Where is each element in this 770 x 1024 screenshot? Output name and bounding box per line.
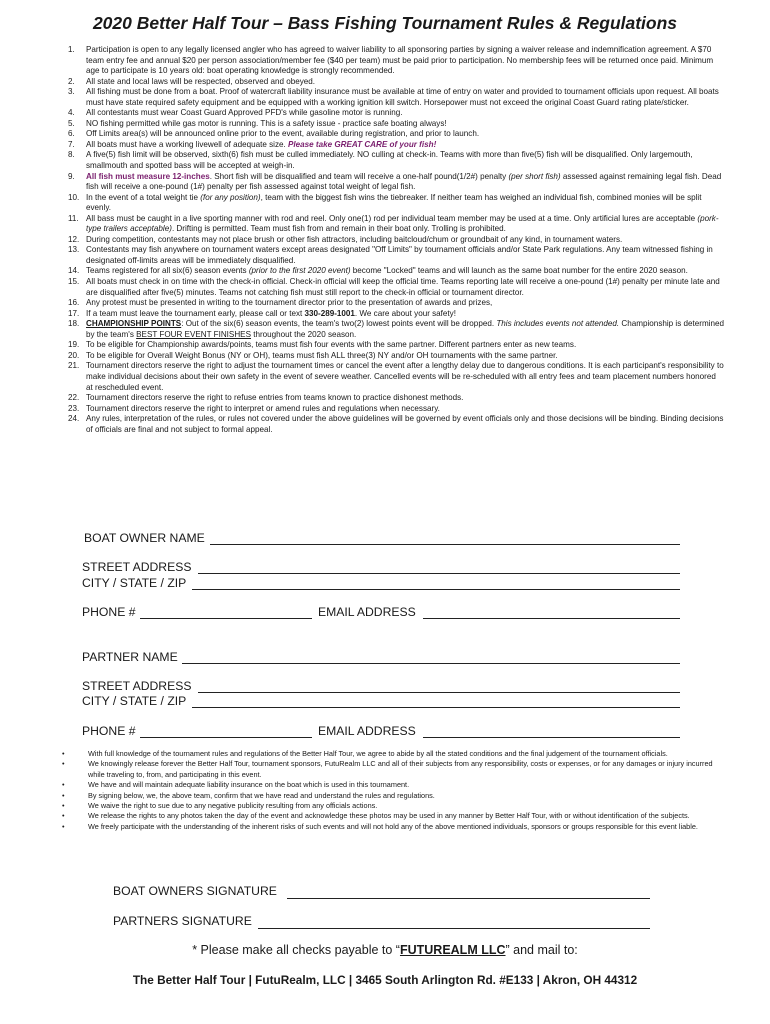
acknowledgement-item <box>58 780 718 790</box>
rule-item <box>52 351 724 362</box>
partner-email-field[interactable] <box>423 725 680 738</box>
rule-number: 22. <box>68 393 80 403</box>
payment-prefix: * Please make all checks payable to “ <box>192 943 400 957</box>
rule-item <box>52 404 724 415</box>
rule-text: 330-289-1001 <box>304 308 355 318</box>
rule-number: 1. <box>68 45 75 54</box>
acknowledgement-text: We release the rights to any photos taken the day of the event and acknowledge these photos may be used in any manner by Better Half Tour, with or without identification of the subjects. <box>88 811 690 821</box>
rule-item <box>52 87 724 108</box>
acknowledgement-text: By signing below, we, the above team, confirm that we have read and understand the rules and regulations. <box>88 790 435 800</box>
acknowledgement-item <box>58 822 718 832</box>
rule-text: To be eligible for Overall Weight Bonus (NY or OH), teams must fish ALL three(3) NY and/or OH tournaments with the same partner. <box>86 350 558 360</box>
rule-text: Any protest must be presented in writing to the tournament director prior to the presentation of awards and prizes, <box>86 298 493 308</box>
rule-text: All fish must measure 12-inches <box>86 171 210 181</box>
rule-text: assessed against remaining legal fish. Dead fish will receive a one-pound (1#) penalty per fish assessed against total weight of legal fish. <box>86 171 722 192</box>
rule-text: CHAMPIONSHIP POINTS <box>86 319 182 329</box>
partner-street-address-label: STREET ADDRESS <box>82 679 192 693</box>
acknowledgement-text: We knowingly release forever the Better Half Tour, tournament sponsors, FutuRealm LLC and all of their subjects from any responsibility, costs or expenses, or for any damages or injury incurred while traveling to, from, and participating in this event. <box>88 759 713 779</box>
rule-number: 4. <box>68 108 75 118</box>
partner-name-label: PARTNER NAME <box>82 650 178 664</box>
owner-street-address-label: STREET ADDRESS <box>82 560 192 574</box>
rule-text: To be eligible for Championship awards/points, teams must fish four events with the same partner. Different partners enter as new teams. <box>86 340 577 350</box>
owner-email-label: EMAIL ADDRESS <box>318 605 416 619</box>
rule-text: All boats must check in on time with the check-in official. Check-in official will keep the official time. Teams reporting late will receive a one-pound (1#) penalty per minute late and are disqualified after five(5) minutes. Teams not catching fish must still report to the check-in official or tournament director. <box>86 277 720 297</box>
acknowledgement-list <box>58 749 718 832</box>
acknowledgement-text: We freely participate with the understanding of the inherent risks of such events and will not hold any of the above mentioned individuals, sponsors or groups responsible for this event liable. <box>88 821 698 831</box>
partner-email-label: EMAIL ADDRESS <box>318 724 416 738</box>
owner-phone-field[interactable] <box>140 606 312 619</box>
payee-name: FUTUREALM LLC <box>399 943 506 957</box>
rule-item <box>52 277 724 298</box>
acknowledgement-text: With full knowledge of the tournament rules and regulations of the Better Half Tour, we agree to abide by all the stated conditions and the final judgement of the tournament officials. <box>88 749 668 758</box>
rule-item <box>52 319 724 340</box>
rule-item <box>52 108 724 119</box>
rule-item <box>52 119 724 130</box>
rule-number: 21. <box>68 361 80 371</box>
rule-number: 20. <box>68 350 80 360</box>
bullet-icon: • <box>62 811 65 821</box>
rule-text: During competition, contestants may not place brush or other fish attractors, including baitcloud/chum or groundbait of any kind, in tournament waters. <box>86 234 623 244</box>
rule-item <box>52 150 724 171</box>
rule-number: 5. <box>68 118 75 128</box>
owner-email-field[interactable] <box>423 606 680 619</box>
rule-number: 12. <box>68 234 80 244</box>
rule-text: A five(5) fish limit will be observed, sixth(6) fish must be culled immediately. NO culling at check-in. Teams with more than five(5) fish will be disqualified. Only largemouth, smallmouth and spotted bass will be accepted at weigh-in. <box>86 150 693 171</box>
rule-item <box>52 266 724 277</box>
page-title: 2020 Better Half Tour – Bass Fishing Tournament Rules & Regulations <box>92 13 678 33</box>
payment-instructions <box>0 943 770 957</box>
rule-number: 9. <box>68 171 75 181</box>
rule-item <box>52 129 724 140</box>
rule-number: 14. <box>68 266 80 276</box>
bullet-icon: • <box>62 749 65 758</box>
boat-owner-name-label: BOAT OWNER NAME <box>84 531 205 545</box>
bullet-icon: • <box>62 780 65 790</box>
partner-phone-field[interactable] <box>140 725 312 738</box>
rule-text: If a team must leave the tournament early, please call or text <box>86 308 305 318</box>
rule-text: Tournament directors reserve the right to interpret or amend rules and regulations when necessary. <box>86 403 440 413</box>
rule-text: BEST FOUR EVENT FINISHES <box>136 329 251 339</box>
rule-item <box>52 235 724 246</box>
acknowledgement-item <box>58 801 718 811</box>
rule-item <box>52 361 724 393</box>
payment-suffix: ” and mail to: <box>505 943 578 957</box>
owner-city-state-zip-label: CITY / STATE / ZIP <box>82 576 187 590</box>
rule-number: 13. <box>68 245 80 255</box>
rule-text: (prior to the first 2020 event) <box>248 266 351 276</box>
rule-text: (per short fish) <box>508 171 561 181</box>
rule-text: Tournament directors reserve the right to refuse entries from teams known to practice dishonest methods. <box>86 393 464 403</box>
partner-signature-label: PARTNERS SIGNATURE <box>113 914 252 928</box>
bullet-icon: • <box>62 821 65 831</box>
rule-text: All bass must be caught in a live sporting manner with rod and reel. Only one(1) rod per individual team member may be used at a time. Only artificial lures are acceptable <box>86 213 698 223</box>
rule-item <box>52 45 724 77</box>
owner-phone-label: PHONE # <box>82 605 136 619</box>
mailing-address: The Better Half Tour | FutuRealm, LLC | 3465 South Arlington Rd. #E133 | Akron, OH 44312 <box>132 973 638 987</box>
rule-item <box>52 214 724 235</box>
rule-number: 23. <box>68 403 80 413</box>
rule-number: 17. <box>68 308 80 318</box>
rule-text: , team with the biggest fish wins the tiebreaker. If neither team has weighed an individual fish, combined monies will be split evenly. <box>86 192 702 213</box>
rule-number: 24. <box>68 414 80 424</box>
partner-city-state-zip-label: CITY / STATE / ZIP <box>82 694 187 708</box>
rule-item <box>52 140 724 151</box>
acknowledgement-text: We have and will maintain adequate liability insurance on the boat which is used in this tournament. <box>88 780 410 790</box>
rule-text: In the event of a total weight tie <box>86 192 201 202</box>
partner-street-address-field[interactable] <box>198 680 680 693</box>
rule-number: 19. <box>68 340 80 350</box>
rule-item <box>52 393 724 404</box>
rule-item <box>52 298 724 309</box>
acknowledgement-item <box>58 791 718 801</box>
rule-text: Participation is open to any legally licensed angler who has agreed to waiver liability to all sponsoring parties by signing a waiver release and indemnification agreement. A $70 team entry fee and annual $20 per person association/member fee ($40 per team) must be paid prior to participation. No membership fees will be returned once paid. Minimum age to participate is 10 years old: boat operating knowledge is strongly recommended. <box>86 45 714 76</box>
rule-text: This includes events not attended. <box>496 319 620 329</box>
bullet-icon: • <box>62 759 65 769</box>
rule-item <box>52 172 724 193</box>
rule-item <box>52 340 724 351</box>
rules-list <box>52 45 724 435</box>
rule-text: All contestants must wear Coast Guard Approved PFD's while gasoline motor is running. <box>86 108 403 118</box>
rule-number: 8. <box>68 150 75 160</box>
rule-text: All fishing must be done from a boat. Proof of watercraft liability insurance must be available at time of entry on water and provided to tournament officials upon request. All boats must have state required safety equipment and be equipped with a working ignition kill switch. Horsepower must not exceed the original Coast Guard rating plate/sticker. <box>86 87 719 107</box>
rule-text: . Drifting is permitted. Team must fish from and remain in their boat only. Trolling is prohibited. <box>171 224 506 234</box>
rule-number: 18. <box>68 319 80 329</box>
rule-number: 6. <box>68 129 75 139</box>
rule-text: Off Limits area(s) will be announced online prior to the event, available during registration, and prior to launch. <box>86 129 480 139</box>
acknowledgement-item <box>58 759 718 780</box>
rule-item <box>52 245 724 266</box>
rule-text: All boats must have a working livewell of adequate size. <box>86 139 288 149</box>
rule-item <box>52 77 724 88</box>
rule-text: throughout the 2020 season. <box>250 329 357 339</box>
bullet-icon: • <box>62 801 65 811</box>
owner-street-address-field[interactable] <box>198 561 680 574</box>
acknowledgement-text: We waive the right to sue due to any negative publicity resulting from any officials actions. <box>88 801 378 811</box>
rule-number: 15. <box>68 277 80 287</box>
rule-text: become "Locked" teams and will launch as the same boat number for the entire 2020 season. <box>350 266 688 276</box>
rule-text: Championship is determined by the team's <box>86 319 724 339</box>
rule-text: (pork-type trailers acceptable) <box>86 213 719 234</box>
rule-text: Tournament directors reserve the right to adjust the tournament times or cancel the event after a lengthy delay due to dangerous conditions. It is each participant's responsibility to make individual decisions about their own safety in the event of severe weather. Cancelled events will be re-scheduled with all entry fees and team placement numbers honored at rescheduled event. <box>86 361 724 392</box>
bullet-icon: • <box>62 790 65 800</box>
rule-number: 3. <box>68 87 75 97</box>
acknowledgement-item <box>58 749 718 759</box>
rule-item <box>52 309 724 320</box>
acknowledgement-item <box>58 811 718 821</box>
rule-item <box>52 193 724 214</box>
rule-text: Any rules, interpretation of the rules, or rules not covered under the above guidelines will be governed by event officials only and those decisions will be binding. Binding decisions of officials are final and not subject to formal appeal. <box>86 414 724 434</box>
partner-phone-label: PHONE # <box>82 724 136 738</box>
rule-text: . Short fish will be disqualified and team will receive a one-half pound(1/2#) penalty <box>209 171 509 181</box>
partner-city-state-zip-field[interactable] <box>192 695 680 708</box>
rule-text: NO fishing permitted while gas motor is running. This is a safety issue - practice safe boating always! <box>86 118 447 128</box>
partner-name-field[interactable] <box>182 651 680 664</box>
rule-text: (for any position) <box>200 192 261 202</box>
rule-item <box>52 414 724 435</box>
owner-city-state-zip-field[interactable] <box>192 577 680 590</box>
partner-signature-field[interactable] <box>258 916 650 929</box>
boat-owner-name-field[interactable] <box>210 532 680 545</box>
rule-text: . We care about your safety! <box>354 308 456 318</box>
rule-text: All state and local laws will be respected, observed and obeyed. <box>86 76 316 86</box>
owner-signature-field[interactable] <box>287 886 650 899</box>
rule-number: 11. <box>68 213 79 223</box>
owner-signature-label: BOAT OWNERS SIGNATURE <box>113 884 277 898</box>
rule-number: 2. <box>68 76 75 86</box>
rule-text: Teams registered for all six(6) season events <box>86 266 249 276</box>
rule-number: 10. <box>68 192 80 202</box>
rule-number: 16. <box>68 298 80 308</box>
rule-text: Contestants may fish anywhere on tournament waters except areas designated "Off Limits" by tournament officials and/or State Park regulations. Any team witnessed fishing in designated off-limits areas will be immediately disqualified. <box>86 245 713 265</box>
rule-text: Please take GREAT CARE of your fish! <box>288 139 437 149</box>
rule-number: 7. <box>68 139 75 149</box>
rule-text: : Out of the six(6) season events, the team's two(2) lowest points event will be dropped. <box>181 319 497 329</box>
